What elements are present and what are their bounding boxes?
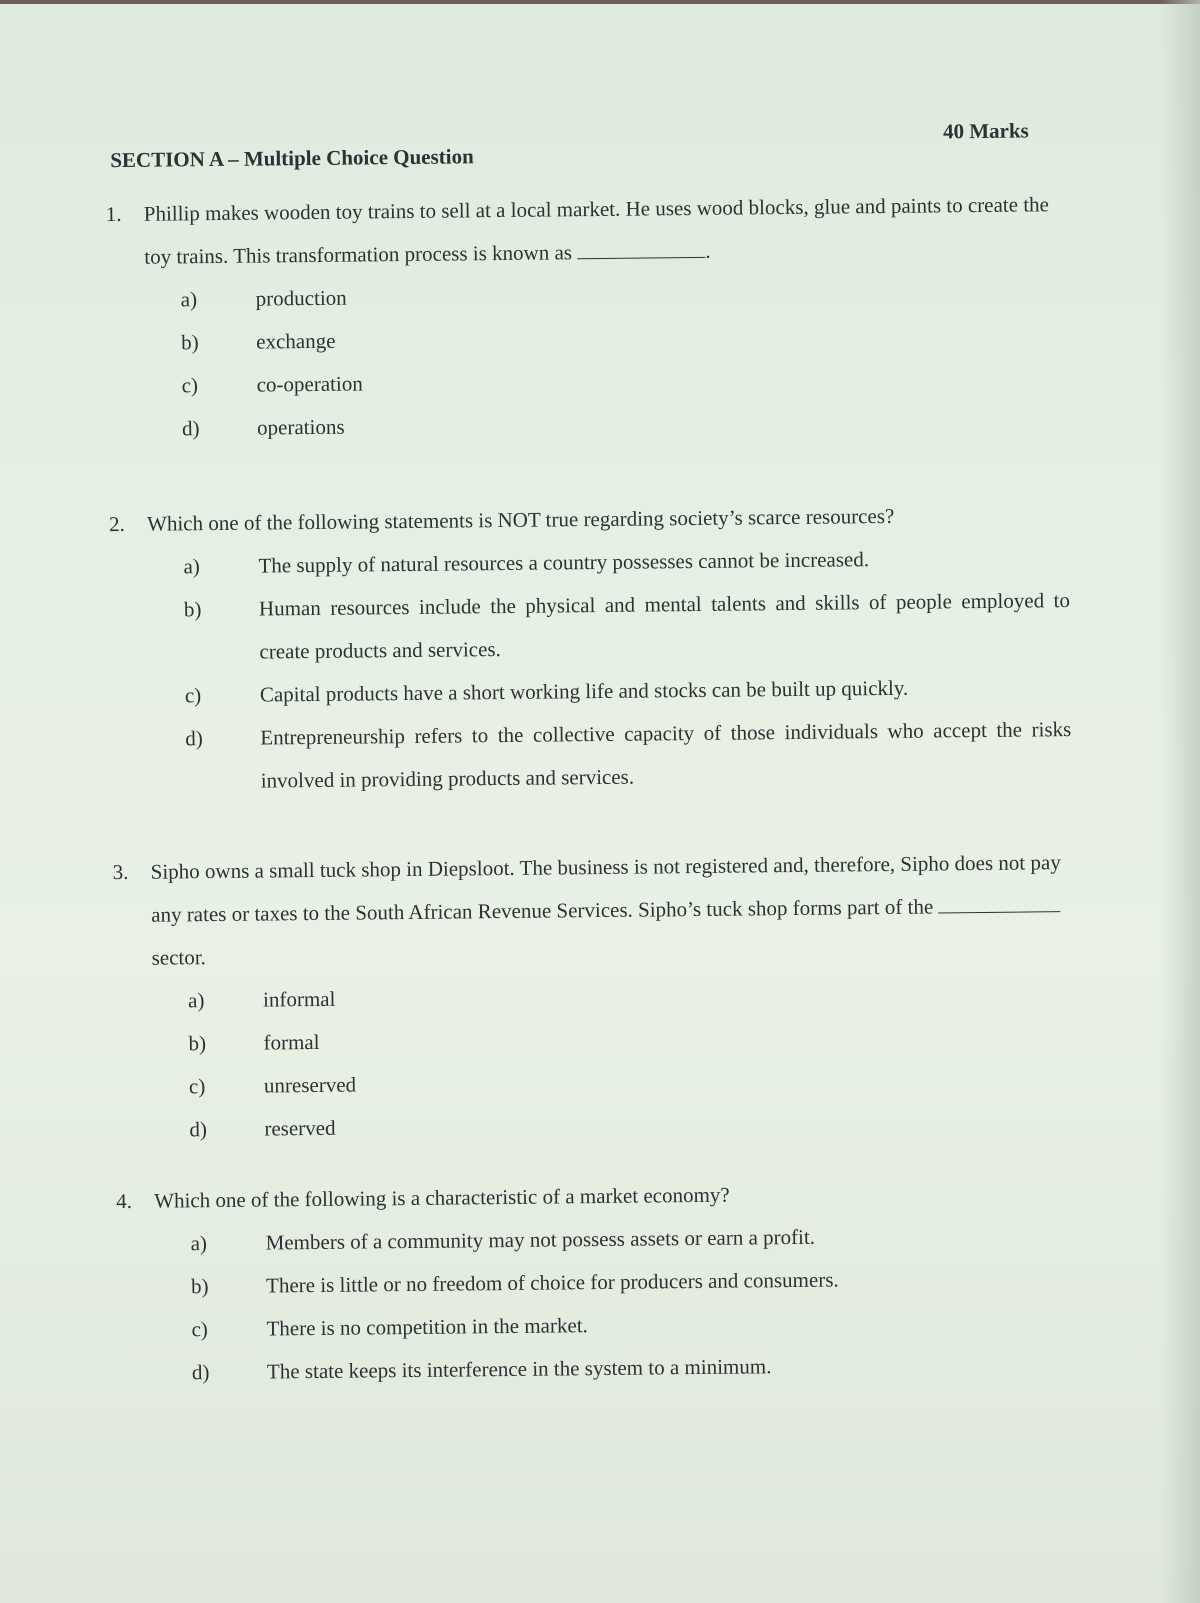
- options: [181, 269, 1069, 450]
- question-number: 4.: [116, 1188, 133, 1214]
- option-letter: d): [181, 416, 200, 441]
- total-marks: 40 Marks: [942, 118, 1029, 144]
- option-letter: b): [190, 1274, 209, 1299]
- option-letter: c): [181, 373, 199, 398]
- stem-text: Which one of the following statements is NOT true regarding society’s scarce resources?: [146, 503, 895, 536]
- option-d: [192, 1342, 1078, 1394]
- question-number: 2.: [108, 511, 125, 537]
- option-text: Members of a community may not possess assets or earn a profit.: [265, 1224, 816, 1255]
- option-text: Capital products have a short working life and stocks can be built up quickly.: [259, 675, 909, 707]
- option-letter: b): [188, 1031, 207, 1056]
- options: [188, 970, 1076, 1151]
- option-letter: a): [180, 287, 198, 312]
- question-3: [113, 841, 1076, 1152]
- option-text: production: [255, 285, 347, 311]
- question-number: 1.: [105, 201, 122, 227]
- option-letter: a): [190, 1231, 208, 1256]
- question-stem: [144, 183, 1067, 279]
- stem-end: .: [705, 238, 711, 263]
- question-2: [109, 493, 1072, 804]
- option-text: There is no competition in the market.: [266, 1313, 588, 1341]
- options: [183, 536, 1072, 803]
- option-d: [182, 398, 1068, 450]
- option-letter: d): [191, 1360, 210, 1385]
- option-text: The state keeps its interference in the system to a minimum.: [266, 1354, 772, 1384]
- question-4: [116, 1170, 1078, 1395]
- stem-end: sector.: [151, 945, 206, 970]
- option-text: operations: [256, 414, 345, 440]
- option-letter: d): [185, 726, 203, 751]
- question-1: [106, 183, 1069, 451]
- answer-blank: [938, 885, 1060, 913]
- section-title: SECTION A – Multiple Choice Question: [110, 144, 474, 173]
- option-text: reserved: [264, 1115, 336, 1141]
- option-text: The supply of natural resources a country possesses cannot be increased.: [258, 547, 870, 578]
- option-letter: c): [188, 1074, 206, 1099]
- option-letter: c): [184, 683, 202, 708]
- option-d: [189, 1099, 1075, 1151]
- stem-text: Phillip makes wooden toy trains to sell at a local market. He uses wood blocks, glue and paints to create the toy trains. This transformation process is known as: [143, 192, 1050, 269]
- option-text: informal: [262, 986, 336, 1012]
- option-d: [185, 708, 1072, 803]
- question-stem: [151, 841, 1074, 980]
- option-letter: c): [191, 1317, 208, 1342]
- option-text: exchange: [256, 328, 336, 354]
- option-letter: a): [183, 554, 200, 579]
- option-letter: a): [187, 988, 205, 1013]
- option-text: Human resources include the physical and mental talents and skills of people employed to create products and services.: [258, 588, 1071, 664]
- question-number: 3.: [112, 859, 129, 885]
- option-b: [184, 579, 1071, 674]
- option-text: Entrepreneurship refers to the collective capacity of those individuals who accept the risks involved in providing products and services.: [260, 717, 1072, 793]
- option-text: There is little or no freedom of choice for producers and consumers.: [265, 1267, 839, 1298]
- option-text: formal: [263, 1029, 320, 1055]
- option-text: unreserved: [263, 1072, 357, 1098]
- stem-text: Sipho owns a small tuck shop in Diepsloot. The business is not registered and, therefore, Sipho does not pay any rates or taxes to the South African Revenue Services. Sipho’s tuck shop forms part of the: [150, 850, 1061, 927]
- answer-blank: [577, 231, 705, 259]
- option-letter: b): [181, 330, 199, 355]
- option-letter: b): [183, 597, 202, 622]
- option-letter: d): [189, 1117, 208, 1142]
- stem-text: Which one of the following is a characteristic of a market economy?: [154, 1182, 730, 1213]
- option-text: co-operation: [256, 371, 363, 397]
- options: [190, 1213, 1078, 1394]
